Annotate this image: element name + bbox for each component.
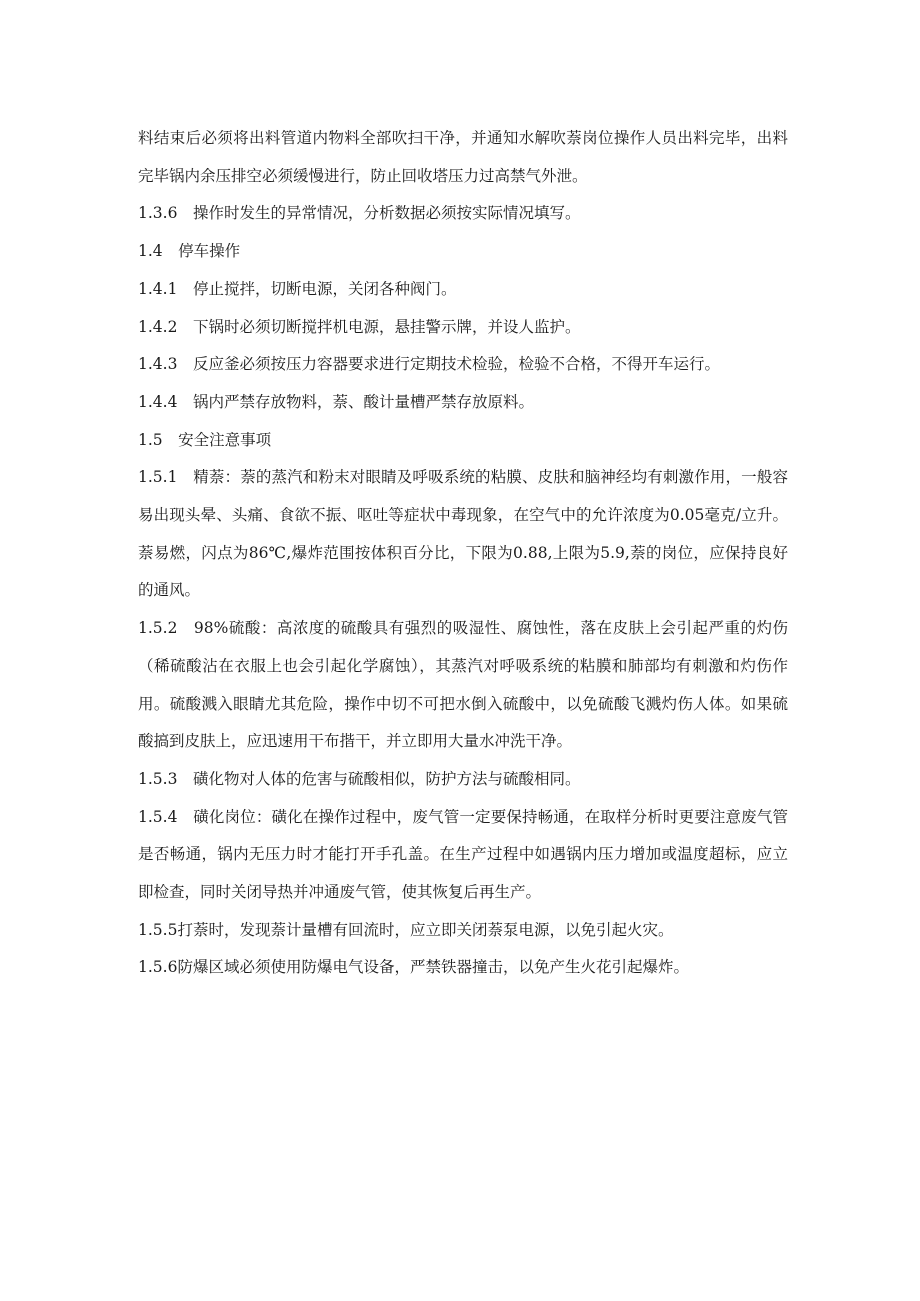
paragraph-1-4-3: 1.4.3 反应釜必须按压力容器要求进行定期技术检验，检验不合格，不得开车运行。 (138, 355, 720, 374)
paragraph-1-5-4: 1.5.4 磺化岗位：磺化在操作过程中，废气管一定要保持畅通，在取样分析时更要注意废气管是否畅通，锅内无压力时才能打开手孔盖。在生产过程中如遇锅内压力增加或温度超标，应立即检查，同时关闭导热并冲通废气管，使其恢复后再生产。 (138, 807, 788, 902)
paragraph-1-5-6: 1.5.6防爆区域必须使用防爆电气设备，严禁铁器撞击，以免产生火花引起爆炸。 (138, 958, 689, 977)
paragraph-discharge-cleanup: 料结束后必须将出料管道内物料全部吹扫干净，并通知水解吹萘岗位操作人员出料完毕，出料完毕锅内余压排空必须缓慢进行，防止回收塔压力过高禁气外泄。 (138, 129, 788, 185)
paragraph-1-4-2: 1.4.2 下锅时必须切断搅拌机电源，悬挂警示牌，并设人监护。 (138, 317, 581, 336)
paragraph-1-4-1: 1.4.1 停止搅拌，切断电源，关闭各种阀门。 (138, 279, 457, 298)
paragraph-1-4-4: 1.4.4 锅内严禁存放物料，萘、酸计量槽严禁存放原料。 (138, 392, 534, 411)
document-body (138, 120, 788, 987)
paragraph-1-5-1: 1.5.1 精萘：萘的蒸汽和粉末对眼睛及呼吸系统的粘膜、皮肤和脑神经均有刺激作用，一般容易出现头晕、头痛、食欲不振、呕吐等症状中毒现象，在空气中的允许浓度为0.05毫克/立升。萘易燃，闪点为86℃,爆炸范围按体积百分比，下限为0.88,上限为5.9,萘的岗位，应保持良好的通风。 (138, 468, 788, 600)
heading-1-5: 1.5 安全注意事项 (138, 430, 272, 449)
paragraph-1-5-2: 1.5.2 98%硫酸：高浓度的硫酸具有强烈的吸湿性、腐蚀性，落在皮肤上会引起严重的灼伤（稀硫酸沾在衣服上也会引起化学腐蚀），其蒸汽对呼吸系统的粘膜和肺部均有刺激和灼伤作用。硫酸溅入眼睛尤其危险，操作中切不可把水倒入硫酸中，以免硫酸飞溅灼伤人体。如果硫酸搞到皮肤上，应迅速用干布揩干，并立即用大量水冲洗干净。 (138, 619, 788, 751)
paragraph-1-5-3: 1.5.3 磺化物对人体的危害与硫酸相似，防护方法与硫酸相同。 (138, 769, 581, 788)
heading-1-4: 1.4 停车操作 (138, 242, 241, 261)
paragraph-1-3-6: 1.3.6 操作时发生的异常情况，分析数据必须按实际情况填写。 (138, 204, 581, 223)
paragraph-1-5-5: 1.5.5打萘时，发现萘计量槽有回流时，应立即关闭萘泵电源，以免引起火灾。 (138, 920, 674, 939)
